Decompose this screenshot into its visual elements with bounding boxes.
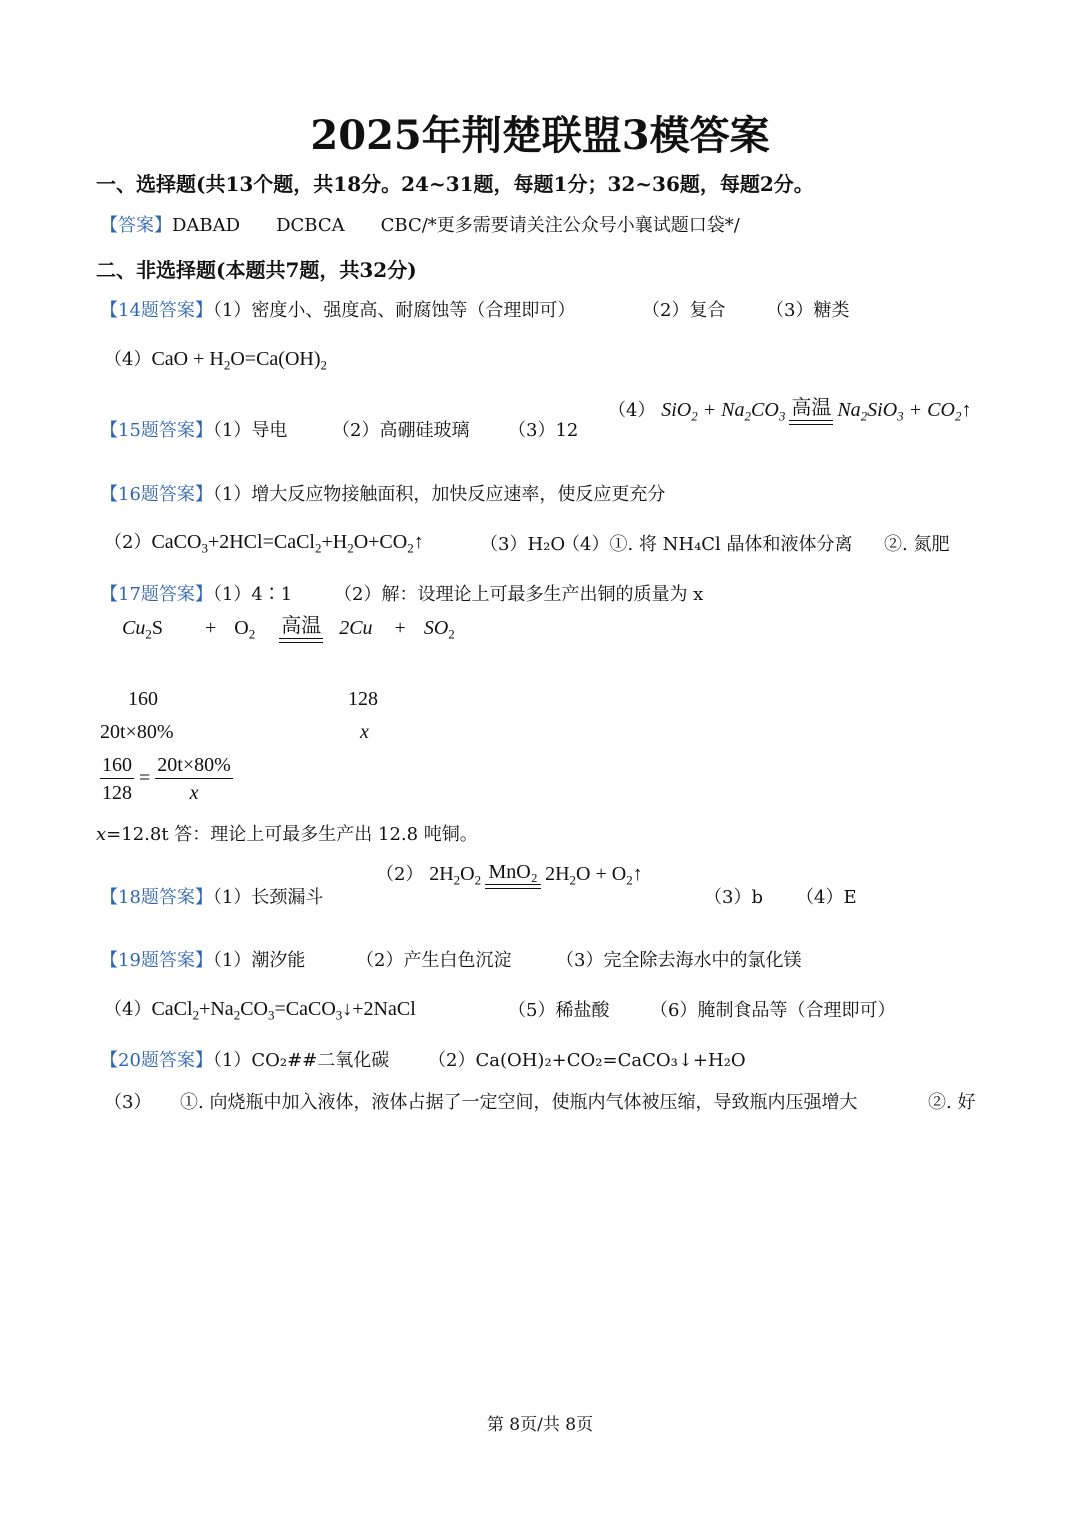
- q19-equation: $CaCl_2+Na_2CO_3=CaCO_3↓+2NaCl$: [151, 998, 416, 1023]
- q17-equation: $Cu_2S + O_2$ 高温 $2Cu + SO_2$: [122, 615, 455, 642]
- reaction-condition: 高温: [279, 616, 323, 643]
- q14-part2: （2）复合: [642, 300, 726, 321]
- q19-line1: [100, 946, 305, 972]
- q14-line1: [100, 296, 575, 322]
- q20-tag: 【20题答案】: [100, 1050, 213, 1071]
- q19-part5: （5）稀盐酸: [508, 1000, 610, 1021]
- q20-part1: （1）CO₂##二氧化碳: [212, 1050, 390, 1071]
- choice-answers: DABAD DCBCA CBC/*更多需要请关注公众号小襄试题口袋*/: [172, 215, 740, 236]
- q20-part3b: ②. 好: [928, 1092, 976, 1113]
- fraction-right: $\frac{20t\times 80\%}{x}$: [157, 754, 231, 804]
- q15-part1: （1）导电: [212, 420, 288, 441]
- section2-heading: 二、非选择题(本题共7题，共32分): [96, 258, 417, 282]
- q14-equation: CaO + $H_2O=Ca(OH)_2$: [151, 348, 327, 373]
- q14-part1: （1）密度小、强度高、耐腐蚀等（合理即可）: [212, 300, 576, 321]
- reaction-catalyst: MnO₂: [485, 862, 541, 889]
- section1-heading: 一、选择题(共13个题，共18分。24~31题，每题1分；32~36题，每题2分。: [96, 172, 814, 196]
- q16-part4: （4）①. 将 NH₄Cl 晶体和液体分离: [562, 534, 853, 555]
- q17-proportion: [100, 752, 233, 807]
- q18-part4: （4）E: [796, 887, 857, 908]
- q16-part4b: ②. 氮肥: [884, 534, 950, 555]
- q16-part1: （1）增大反应物接触面积，加快反应速率，使反应更充分: [212, 484, 666, 505]
- q17-line1: [100, 580, 292, 606]
- q15-equation: $SiO_2 + Na_2CO_3$ 高温 $Na_2SiO_3$ + $CO_2↑$: [661, 397, 972, 424]
- q19-part2: （2）产生白色沉淀: [356, 950, 512, 971]
- q19-tag: 【19题答案】: [100, 950, 213, 971]
- answer-tag: 【答案】: [100, 215, 172, 236]
- q20-line1: [100, 1046, 389, 1072]
- q19-part1: （1）潮汐能: [212, 950, 306, 971]
- q15-part4-label: （4）: [608, 400, 656, 421]
- q17-result: [96, 820, 478, 846]
- q14-part3: （3）糖类: [766, 300, 850, 321]
- q19-part6: （6）腌制食品等（合理即可）: [650, 1000, 896, 1021]
- q15-part2: （2）高硼硅玻璃: [332, 420, 470, 441]
- result-variable: x: [96, 824, 107, 845]
- q15-line1: [100, 416, 287, 442]
- q19-part4-label: （4）: [104, 999, 152, 1020]
- q15-tag: 【15题答案】: [100, 420, 213, 441]
- q17-given: 20t×80%: [100, 721, 174, 743]
- q18-part1: （1）长颈漏斗: [212, 887, 324, 908]
- q20-part3-label: （3）: [104, 1092, 152, 1113]
- q18-equation: $2H_2O_2$ MnO₂ $2H_2O$ + $O_2↑$: [429, 861, 643, 888]
- q17-mr-left: 160: [128, 688, 158, 710]
- q17-part1: （1）4∶1: [212, 584, 293, 605]
- reaction-condition: 高温: [789, 398, 833, 425]
- q15-part4: [608, 396, 971, 425]
- q14-line2: [104, 345, 327, 371]
- q16-tag: 【16题答案】: [100, 484, 213, 505]
- q17-unknown: x: [360, 721, 369, 743]
- result-text: =12.8t 答：理论上可最多生产出 12.8 吨铜。: [106, 824, 478, 845]
- q19-part3: （3）完全除去海水中的氯化镁: [556, 950, 802, 971]
- q14-tag: 【14题答案】: [100, 300, 213, 321]
- q17-part2: （2）解：设理论上可最多生产出铜的质量为 x: [334, 584, 704, 605]
- q16-part3: （3）H₂O: [480, 534, 566, 555]
- fraction-left: $\frac{160}{128}$: [102, 754, 132, 804]
- page-footer: 第 8页/共 8页: [486, 1415, 594, 1435]
- q18-part2: [376, 860, 643, 889]
- q20-part3: ①. 向烧瓶中加入液体，液体占据了一定空间，使瓶内气体被压缩，导致瓶内压强增大: [180, 1092, 858, 1113]
- q15-part3: （3）12: [508, 420, 579, 441]
- q18-part3: （3）b: [704, 887, 763, 908]
- q14-part4-label: （4）: [104, 349, 152, 370]
- q20-part2: （2）Ca(OH)₂+CO₂=CaCO₃↓+H₂O: [428, 1050, 746, 1071]
- q17-mr-right: 128: [348, 688, 378, 710]
- equals-sign: =: [139, 767, 151, 790]
- q17-tag: 【17题答案】: [100, 584, 213, 605]
- q16-part2-label: （2）: [104, 532, 152, 553]
- q16-equation: $CaCO_3+2HCl=CaCl_2+H_2O+CO_2↑$: [151, 531, 424, 556]
- q18-line1: [100, 883, 323, 909]
- q16-line2: [104, 528, 424, 554]
- q19-line2: [104, 995, 416, 1021]
- q16-line1: [100, 480, 665, 506]
- q18-tag: 【18题答案】: [100, 887, 213, 908]
- page-title: 2025年荆楚联盟3模答案: [310, 112, 770, 159]
- q18-part2-label: （2）: [376, 864, 424, 885]
- section1-answer-line: [100, 211, 740, 237]
